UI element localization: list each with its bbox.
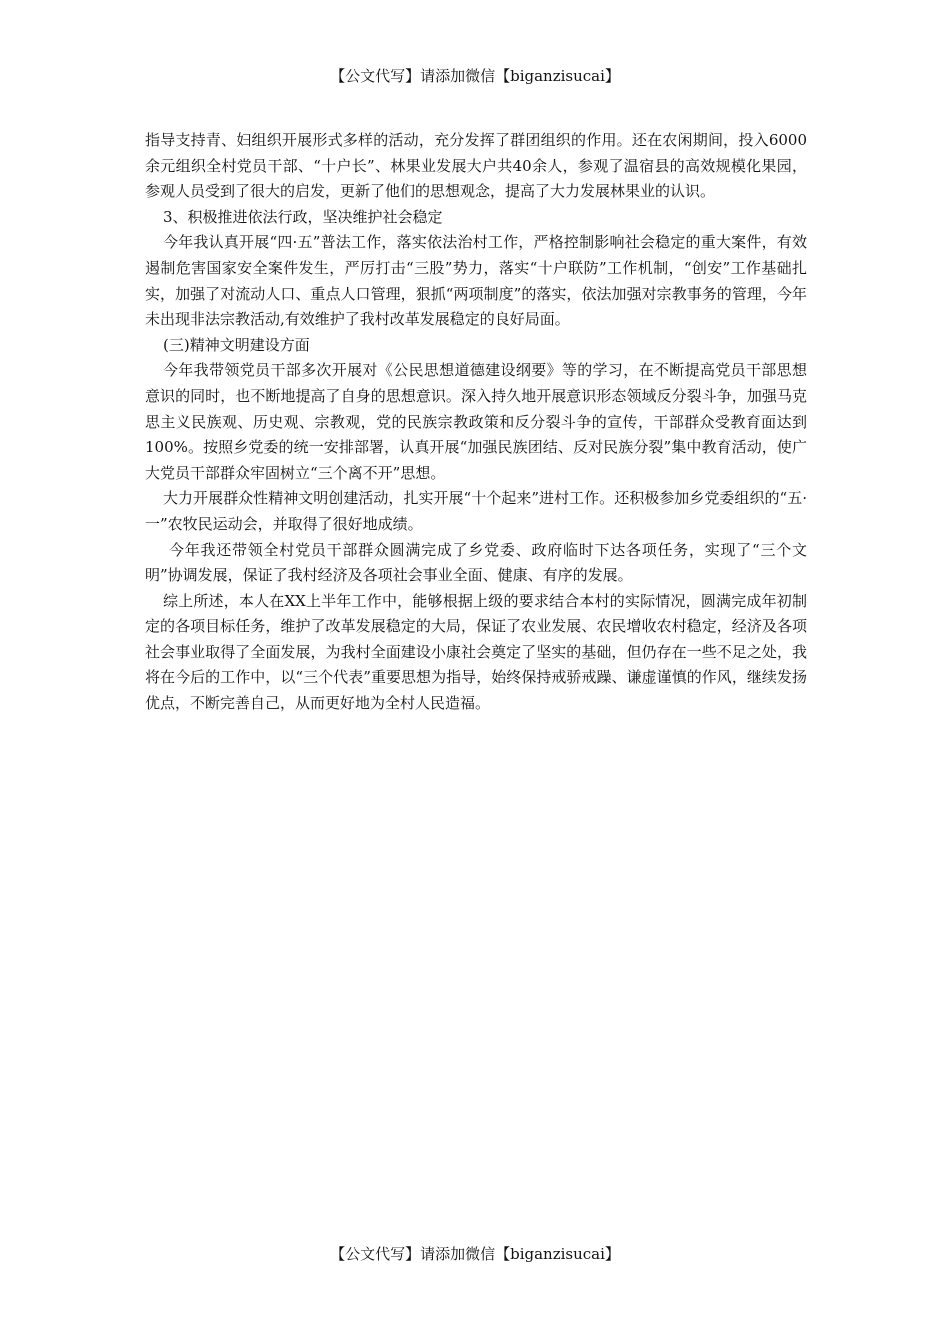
- heading-rule-of-law: 3、积极推进依法行政，坚决维护社会稳定: [163, 207, 443, 226]
- heading-spiritual-civilization: (三)精神文明建设方面: [163, 335, 310, 354]
- paragraph-tasks: 今年我还带领全村党员干部群众圆满完成了乡党委、政府临时下达各项任务，实现了“三个文明”协调发展，保证了我村经济及各项社会事业全面、健康、有序的发展。: [145, 540, 807, 585]
- paragraph-study: 今年我带领党员干部多次开展对《公民思想道德建设纲要》等的学习，在不断提高党员干部思想意识的同时，也不断地提高了自身的思想意识。深入持久地开展意识形态领域反分裂斗争，加强马克思主义民族观、历史观、宗教观，党的民族宗教政策和反分裂斗争的宣传，干部群众受教育面达到100%。按照乡党委的统一安排部署，认真开展“加强民族团结、反对民族分裂”集中教育活动，使广大党员干部群众牢固树立“三个离不开”思想。: [145, 361, 807, 482]
- page-footer: 【公文代写】请添加微信【biganzisucai】: [330, 1245, 620, 1263]
- page-header: 【公文代写】请添加微信【biganzisucai】: [330, 67, 620, 85]
- paragraph-summary: 综上所述，本人在XX上半年工作中，能够根据上级的要求结合本村的实际情况，圆满完成年初制定的各项目标任务，维护了改革发展稳定的大局，保证了农业发展、农民增收农村稳定，经济及各项社会事业取得了全面发展，为我村全面建设小康社会奠定了坚实的基础，但仍存在一些不足之处，我将在今后的工作中，以“三个代表”重要思想为指导，始终保持戒骄戒躁、谦虚谨慎的作风，继续发扬优点，不断完善自己，从而更好地为全村人民造福。: [145, 591, 807, 713]
- paragraph-rule-of-law: 今年我认真开展“四·五”普法工作，落实依法治村工作，严格控制影响社会稳定的重大案件，有效遏制危害国家安全案件发生，严厉打击“三股”势力，落实“十户联防”工作机制，“创安”工作基础扎实，加强了对流动人口、重点人口管理，狠抓“两项制度”的落实，依法加强对宗教事务的管理，今年未出现非法宗教活动,有效维护了我村改革发展稳定的良好局面。: [145, 233, 807, 329]
- paragraph-mass-activities: 大力开展群众性精神文明创建活动，扎实开展“十个起来”进村工作。还积极参加乡党委组织的“五·一”农牧民运动会，并取得了很好地成绩。: [145, 489, 807, 533]
- document-body: [145, 128, 807, 717]
- paragraph-activities: 指导支持青、妇组织开展形式多样的活动，充分发挥了群团组织的作用。还在农闲期间，投入6000余元组织全村党员干部、“十户长”、林果业发展大户共40余人，参观了温宿县的高效规模化果园，参观人员受到了很大的启发，更新了他们的思想观念，提高了大力发展林果业的认识。: [145, 131, 807, 201]
